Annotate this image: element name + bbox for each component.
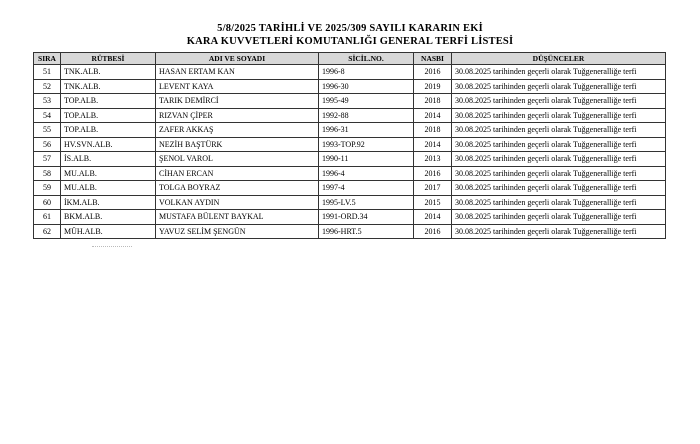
cell-ad-soyad: MUSTAFA BÜLENT BAYKAL xyxy=(156,210,319,225)
cell-sicil-no: 1993-TOP.92 xyxy=(319,137,414,152)
column-header-sicil-no: SİCİL.NO. xyxy=(319,53,414,65)
cell-nasbi: 2016 xyxy=(414,166,452,181)
cell-dusunce: 30.08.2025 tarihinden geçerli olarak Tuğgeneralliğe terfi xyxy=(452,152,666,167)
cell-sira: 61 xyxy=(34,210,61,225)
table-header-row xyxy=(34,53,666,65)
cell-sicil-no: 1997-4 xyxy=(319,181,414,196)
cell-nasbi: 2014 xyxy=(414,108,452,123)
column-header-ad-soyad: ADI VE SOYADI xyxy=(156,53,319,65)
cell-rutbe: MU.ALB. xyxy=(61,166,156,181)
cell-sira: 57 xyxy=(34,152,61,167)
cell-nasbi: 2016 xyxy=(414,224,452,239)
cell-sicil-no: 1996-31 xyxy=(319,123,414,138)
cell-sicil-no: 1996-8 xyxy=(319,65,414,80)
table-row xyxy=(34,137,666,152)
cell-ad-soyad: TARIK DEMİRCİ xyxy=(156,94,319,109)
cell-ad-soyad: NEZİH BAŞTÜRK xyxy=(156,137,319,152)
cell-nasbi: 2017 xyxy=(414,181,452,196)
cell-nasbi: 2018 xyxy=(414,94,452,109)
document-title: 5/8/2025 TARİHLİ VE 2025/309 SAYILI KARARIN EKİ xyxy=(217,23,483,34)
cell-rutbe: İS.ALB. xyxy=(61,152,156,167)
cell-ad-soyad: HASAN ERTAM KAN xyxy=(156,65,319,80)
cell-sicil-no: 1996-HRT.5 xyxy=(319,224,414,239)
column-header-sira: SIRA xyxy=(34,53,61,65)
cell-ad-soyad: ZAFER AKKAŞ xyxy=(156,123,319,138)
table-row xyxy=(34,195,666,210)
cell-dusunce: 30.08.2025 tarihinden geçerli olarak Tuğgeneralliğe terfi xyxy=(452,123,666,138)
cell-sicil-no: 1991-ORD.34 xyxy=(319,210,414,225)
table-row xyxy=(34,65,666,80)
column-header-rutbe: RÜTBESİ xyxy=(61,53,156,65)
cell-dusunce: 30.08.2025 tarihinden geçerli olarak Tuğgeneralliğe terfi xyxy=(452,166,666,181)
cell-dusunce: 30.08.2025 tarihinden geçerli olarak Tuğgeneralliğe terfi xyxy=(452,181,666,196)
cell-ad-soyad: CİHAN ERCAN xyxy=(156,166,319,181)
cell-sira: 58 xyxy=(34,166,61,181)
cell-rutbe: TOP.ALB. xyxy=(61,94,156,109)
table-row xyxy=(34,108,666,123)
column-header-dusunceler: DÜŞÜNCELER xyxy=(452,53,666,65)
table-row xyxy=(34,210,666,225)
cell-rutbe: MÜH.ALB. xyxy=(61,224,156,239)
cell-nasbi: 2014 xyxy=(414,210,452,225)
cell-sira: 52 xyxy=(34,79,61,94)
cell-dusunce: 30.08.2025 tarihinden geçerli olarak Tuğgeneralliğe terfi xyxy=(452,108,666,123)
cell-sira: 62 xyxy=(34,224,61,239)
cell-sicil-no: 1995-49 xyxy=(319,94,414,109)
cell-ad-soyad: YAVUZ SELİM ŞENGÜN xyxy=(156,224,319,239)
cell-ad-soyad: LEVENT KAYA xyxy=(156,79,319,94)
cell-sicil-no: 1995-LV.5 xyxy=(319,195,414,210)
cell-sira: 59 xyxy=(34,181,61,196)
cell-nasbi: 2014 xyxy=(414,137,452,152)
column-header-nasbi: NASBI xyxy=(414,53,452,65)
cell-ad-soyad: ŞENOL VAROL xyxy=(156,152,319,167)
cell-sira: 54 xyxy=(34,108,61,123)
cell-sira: 55 xyxy=(34,123,61,138)
table-row xyxy=(34,166,666,181)
cell-rutbe: BKM.ALB. xyxy=(61,210,156,225)
cell-dusunce: 30.08.2025 tarihinden geçerli olarak Tuğgeneralliğe terfi xyxy=(452,195,666,210)
cell-sicil-no: 1990-11 xyxy=(319,152,414,167)
cell-sira: 56 xyxy=(34,137,61,152)
cell-sicil-no: 1996-4 xyxy=(319,166,414,181)
table-row xyxy=(34,181,666,196)
scan-artifact xyxy=(92,246,132,248)
cell-sira: 60 xyxy=(34,195,61,210)
cell-nasbi: 2016 xyxy=(414,65,452,80)
cell-nasbi: 2018 xyxy=(414,123,452,138)
table-body xyxy=(34,65,666,239)
cell-nasbi: 2015 xyxy=(414,195,452,210)
cell-rutbe: MU.ALB. xyxy=(61,181,156,196)
cell-ad-soyad: RIZVAN ÇİPER xyxy=(156,108,319,123)
promotion-table xyxy=(33,52,666,239)
cell-dusunce: 30.08.2025 tarihinden geçerli olarak Tuğgeneralliğe terfi xyxy=(452,65,666,80)
cell-rutbe: TNK.ALB. xyxy=(61,79,156,94)
cell-sira: 53 xyxy=(34,94,61,109)
cell-rutbe: HV.SVN.ALB. xyxy=(61,137,156,152)
table-row xyxy=(34,152,666,167)
table-row xyxy=(34,224,666,239)
cell-dusunce: 30.08.2025 tarihinden geçerli olarak Tuğgeneralliğe terfi xyxy=(452,94,666,109)
cell-rutbe: İKM.ALB. xyxy=(61,195,156,210)
cell-nasbi: 2013 xyxy=(414,152,452,167)
cell-rutbe: TNK.ALB. xyxy=(61,65,156,80)
cell-sicil-no: 1992-88 xyxy=(319,108,414,123)
table-row xyxy=(34,123,666,138)
table-row xyxy=(34,94,666,109)
cell-rutbe: TOP.ALB. xyxy=(61,108,156,123)
cell-sicil-no: 1996-30 xyxy=(319,79,414,94)
cell-dusunce: 30.08.2025 tarihinden geçerli olarak Tuğgeneralliğe terfi xyxy=(452,137,666,152)
cell-dusunce: 30.08.2025 tarihinden geçerli olarak Tuğgeneralliğe terfi xyxy=(452,224,666,239)
cell-dusunce: 30.08.2025 tarihinden geçerli olarak Tuğgeneralliğe terfi xyxy=(452,79,666,94)
cell-sira: 51 xyxy=(34,65,61,80)
document-subtitle: KARA KUVVETLERİ KOMUTANLIĞI GENERAL TERFİ LİSTESİ xyxy=(186,36,514,47)
cell-ad-soyad: VOLKAN AYDIN xyxy=(156,195,319,210)
cell-nasbi: 2019 xyxy=(414,79,452,94)
cell-dusunce: 30.08.2025 tarihinden geçerli olarak Tuğgeneralliğe terfi xyxy=(452,210,666,225)
table-row xyxy=(34,79,666,94)
cell-ad-soyad: TOLGA BOYRAZ xyxy=(156,181,319,196)
cell-rutbe: TOP.ALB. xyxy=(61,123,156,138)
